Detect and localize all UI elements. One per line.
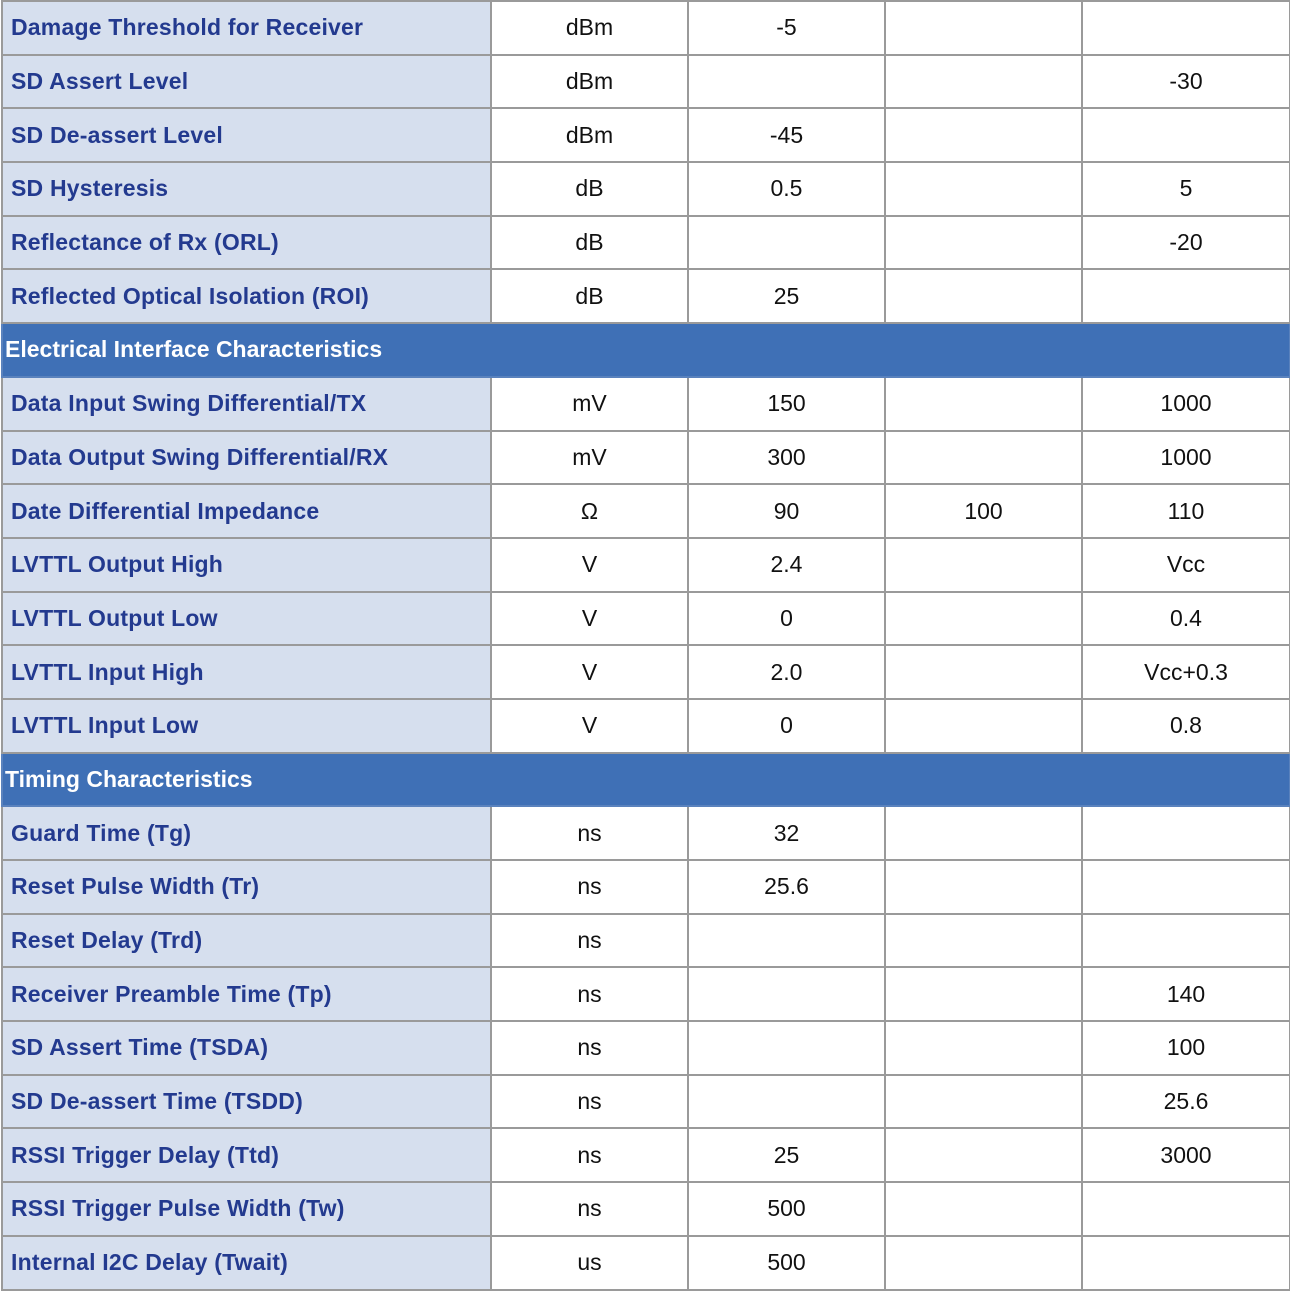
max-cell: Vcc+0.3 (1082, 645, 1290, 699)
unit-cell: ns (491, 914, 688, 968)
max-cell (1082, 269, 1290, 323)
section-title: Electrical Interface Characteristics (2, 323, 1290, 377)
max-cell: 1000 (1082, 377, 1290, 431)
typ-cell (885, 645, 1082, 699)
param-name-cell: SD Hysteresis (2, 162, 491, 216)
param-name-cell: LVTTL Output Low (2, 592, 491, 646)
param-name-cell: SD De-assert Level (2, 108, 491, 162)
param-name-cell: Reset Delay (Trd) (2, 914, 491, 968)
min-cell: -45 (688, 108, 885, 162)
max-cell: 0.8 (1082, 699, 1290, 753)
unit-cell: V (491, 645, 688, 699)
typ-cell (885, 55, 1082, 109)
spec-table-body (2, 1, 1290, 1290)
unit-cell: dBm (491, 108, 688, 162)
param-name-cell: RSSI Trigger Pulse Width (Tw) (2, 1182, 491, 1236)
typ-cell (885, 1236, 1082, 1290)
max-cell (1082, 860, 1290, 914)
param-name-cell: RSSI Trigger Delay (Ttd) (2, 1128, 491, 1182)
table-row (2, 1128, 1290, 1182)
typ-cell (885, 860, 1082, 914)
unit-cell: ns (491, 967, 688, 1021)
min-cell: 2.0 (688, 645, 885, 699)
table-row (2, 1182, 1290, 1236)
unit-cell: V (491, 538, 688, 592)
min-cell: 25 (688, 1128, 885, 1182)
table-row (2, 377, 1290, 431)
section-header-row (2, 323, 1290, 377)
table-row (2, 806, 1290, 860)
table-row (2, 1, 1290, 55)
table-row (2, 216, 1290, 270)
max-cell: 100 (1082, 1021, 1290, 1075)
max-cell (1082, 806, 1290, 860)
table-row (2, 699, 1290, 753)
param-name-cell: LVTTL Input Low (2, 699, 491, 753)
max-cell: 1000 (1082, 431, 1290, 485)
param-name-cell: Reflected Optical Isolation (ROI) (2, 269, 491, 323)
table-row (2, 431, 1290, 485)
param-name-cell: Reflectance of Rx (ORL) (2, 216, 491, 270)
min-cell: 25 (688, 269, 885, 323)
typ-cell (885, 699, 1082, 753)
table-row (2, 538, 1290, 592)
max-cell (1082, 108, 1290, 162)
typ-cell (885, 538, 1082, 592)
typ-cell (885, 269, 1082, 323)
typ-cell (885, 377, 1082, 431)
unit-cell: dB (491, 162, 688, 216)
min-cell: 150 (688, 377, 885, 431)
typ-cell (885, 1, 1082, 55)
table-row (2, 162, 1290, 216)
unit-cell: ns (491, 1128, 688, 1182)
min-cell: 500 (688, 1182, 885, 1236)
max-cell (1082, 1, 1290, 55)
min-cell (688, 1021, 885, 1075)
table-row (2, 484, 1290, 538)
section-header-row (2, 753, 1290, 807)
min-cell: 90 (688, 484, 885, 538)
max-cell: 5 (1082, 162, 1290, 216)
max-cell: 25.6 (1082, 1075, 1290, 1129)
max-cell: 110 (1082, 484, 1290, 538)
param-name-cell: LVTTL Output High (2, 538, 491, 592)
typ-cell (885, 108, 1082, 162)
typ-cell (885, 162, 1082, 216)
typ-cell (885, 431, 1082, 485)
unit-cell: dB (491, 216, 688, 270)
min-cell: 0.5 (688, 162, 885, 216)
table-row (2, 1236, 1290, 1290)
param-name-cell: Data Output Swing Differential/RX (2, 431, 491, 485)
unit-cell: ns (491, 1021, 688, 1075)
max-cell: 0.4 (1082, 592, 1290, 646)
max-cell (1082, 914, 1290, 968)
param-name-cell: SD Assert Level (2, 55, 491, 109)
unit-cell: ns (491, 1075, 688, 1129)
typ-cell (885, 806, 1082, 860)
table-row (2, 108, 1290, 162)
param-name-cell: Guard Time (Tg) (2, 806, 491, 860)
param-name-cell: LVTTL Input High (2, 645, 491, 699)
unit-cell: ns (491, 806, 688, 860)
param-name-cell: Receiver Preamble Time (Tp) (2, 967, 491, 1021)
min-cell: 32 (688, 806, 885, 860)
min-cell: 0 (688, 592, 885, 646)
min-cell: -5 (688, 1, 885, 55)
table-row (2, 645, 1290, 699)
param-name-cell: Reset Pulse Width (Tr) (2, 860, 491, 914)
spec-table (1, 0, 1290, 1291)
typ-cell (885, 1075, 1082, 1129)
param-name-cell: Internal I2C Delay (Twait) (2, 1236, 491, 1290)
param-name-cell: SD De-assert Time (TSDD) (2, 1075, 491, 1129)
unit-cell: Ω (491, 484, 688, 538)
unit-cell: mV (491, 377, 688, 431)
unit-cell: mV (491, 431, 688, 485)
min-cell: 0 (688, 699, 885, 753)
min-cell (688, 1075, 885, 1129)
unit-cell: ns (491, 1182, 688, 1236)
typ-cell (885, 1182, 1082, 1236)
typ-cell (885, 216, 1082, 270)
max-cell: -30 (1082, 55, 1290, 109)
min-cell (688, 967, 885, 1021)
typ-cell (885, 967, 1082, 1021)
table-row (2, 269, 1290, 323)
section-title: Timing Characteristics (2, 753, 1290, 807)
param-name-cell: Data Input Swing Differential/TX (2, 377, 491, 431)
param-name-cell: SD Assert Time (TSDA) (2, 1021, 491, 1075)
unit-cell: V (491, 592, 688, 646)
min-cell: 300 (688, 431, 885, 485)
unit-cell: dB (491, 269, 688, 323)
param-name-cell: Date Differential Impedance (2, 484, 491, 538)
typ-cell (885, 914, 1082, 968)
max-cell: -20 (1082, 216, 1290, 270)
min-cell: 2.4 (688, 538, 885, 592)
unit-cell: dBm (491, 55, 688, 109)
max-cell (1082, 1236, 1290, 1290)
min-cell: 500 (688, 1236, 885, 1290)
typ-cell (885, 1021, 1082, 1075)
max-cell: 140 (1082, 967, 1290, 1021)
typ-cell (885, 592, 1082, 646)
param-name-cell: Damage Threshold for Receiver (2, 1, 491, 55)
typ-cell (885, 1128, 1082, 1182)
table-row (2, 1021, 1290, 1075)
min-cell (688, 914, 885, 968)
table-row (2, 967, 1290, 1021)
unit-cell: ns (491, 860, 688, 914)
typ-cell: 100 (885, 484, 1082, 538)
table-row (2, 1075, 1290, 1129)
max-cell: Vcc (1082, 538, 1290, 592)
max-cell (1082, 1182, 1290, 1236)
min-cell (688, 216, 885, 270)
table-row (2, 592, 1290, 646)
unit-cell: V (491, 699, 688, 753)
min-cell (688, 55, 885, 109)
unit-cell: dBm (491, 1, 688, 55)
table-row (2, 55, 1290, 109)
table-row (2, 860, 1290, 914)
table-row (2, 914, 1290, 968)
min-cell: 25.6 (688, 860, 885, 914)
unit-cell: us (491, 1236, 688, 1290)
max-cell: 3000 (1082, 1128, 1290, 1182)
